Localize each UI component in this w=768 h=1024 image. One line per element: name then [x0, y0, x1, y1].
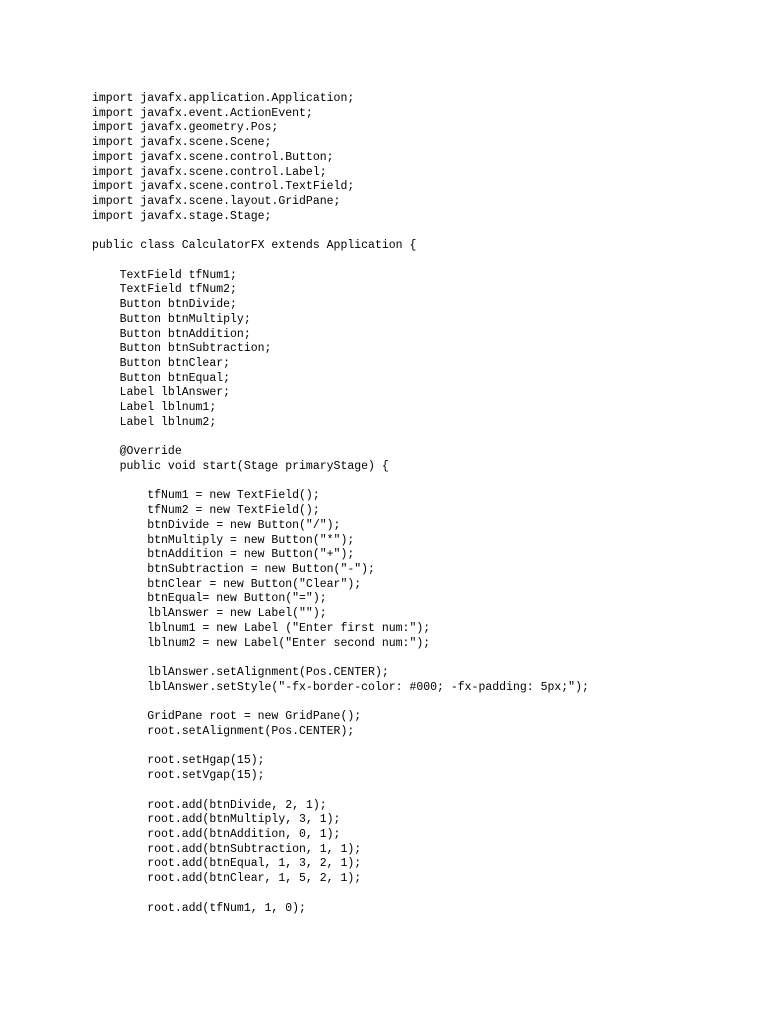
- code-line: Label lblnum2;: [92, 415, 217, 429]
- code-line: @Override: [92, 445, 182, 459]
- code-line: Label lblnum1;: [92, 401, 217, 415]
- code-line: lblnum2 = new Label("Enter second num:");: [92, 636, 431, 650]
- code-line: [92, 254, 742, 269]
- code-line: public void start(Stage primaryStage) {: [92, 459, 389, 473]
- code-line: tfNum2 = new TextField();: [92, 504, 320, 518]
- code-line: btnSubtraction = new Button("-");: [92, 563, 375, 576]
- code-line: import javafx.geometry.Pos;: [92, 121, 279, 135]
- code-line: Button btnAddition;: [92, 327, 251, 341]
- code-line: import javafx.application.Application;: [92, 92, 355, 105]
- code-line: root.add(btnSubtraction, 1, 1);: [92, 842, 362, 856]
- code-line: Button btnClear;: [92, 356, 231, 370]
- code-line: lblAnswer = new Label("");: [92, 607, 327, 621]
- code-line: import javafx.scene.layout.GridPane;: [92, 195, 341, 209]
- code-line: import javafx.scene.control.Label;: [92, 165, 327, 179]
- code-line: btnEqual= new Button("=");: [92, 592, 327, 606]
- code-line: [92, 887, 742, 902]
- code-line: Button btnMultiply;: [92, 312, 251, 326]
- code-line: root.add(btnDivide, 2, 1);: [92, 798, 327, 812]
- code-line: lblnum1 = new Label ("Enter first num:");: [92, 621, 431, 635]
- code-line: Button btnEqual;: [92, 371, 231, 385]
- code-line: [92, 224, 742, 239]
- code-line: root.add(btnMultiply, 3, 1);: [92, 813, 341, 827]
- code-line: TextField tfNum2;: [92, 283, 237, 297]
- code-line: Button btnDivide;: [92, 298, 237, 312]
- code-line: import javafx.event.ActionEvent;: [92, 106, 313, 120]
- code-line: [92, 475, 742, 490]
- code-line: root.setVgap(15);: [92, 769, 265, 783]
- code-line: btnMultiply = new Button("*");: [92, 533, 355, 547]
- code-line: root.add(btnClear, 1, 5, 2, 1);: [92, 872, 362, 886]
- code-line: btnAddition = new Button("+");: [92, 548, 355, 562]
- code-line: import javafx.scene.control.TextField;: [92, 180, 355, 194]
- code-line: btnClear = new Button("Clear");: [92, 577, 362, 591]
- code-line: tfNum1 = new TextField();: [92, 489, 320, 503]
- code-line: [92, 431, 742, 446]
- code-line: root.add(btnEqual, 1, 3, 2, 1);: [92, 857, 362, 871]
- code-line: lblAnswer.setStyle("-fx-border-color: #000; -fx-padding: 5px;");: [92, 680, 589, 694]
- code-line: [92, 695, 742, 710]
- code-line: root.setHgap(15);: [92, 754, 265, 768]
- code-line: Label lblAnswer;: [92, 386, 231, 400]
- code-line: import javafx.scene.Scene;: [92, 136, 272, 150]
- code-line: import javafx.stage.Stage;: [92, 209, 272, 223]
- code-line: GridPane root = new GridPane();: [92, 710, 362, 724]
- code-line: root.add(btnAddition, 0, 1);: [92, 827, 341, 841]
- code-line: root.add(tfNum1, 1, 0);: [92, 901, 306, 915]
- code-line: [92, 784, 742, 799]
- code-line: root.setAlignment(Pos.CENTER);: [92, 724, 355, 738]
- code-line: Button btnSubtraction;: [92, 342, 272, 356]
- code-line: import javafx.scene.control.Button;: [92, 150, 334, 164]
- code-line: lblAnswer.setAlignment(Pos.CENTER);: [92, 666, 389, 680]
- code-block: [92, 92, 742, 916]
- code-line: btnDivide = new Button("/");: [92, 518, 341, 532]
- code-line: public class CalculatorFX extends Application {: [92, 239, 417, 253]
- code-line: [92, 740, 742, 755]
- code-line: TextField tfNum1;: [92, 268, 237, 282]
- code-line: [92, 651, 742, 666]
